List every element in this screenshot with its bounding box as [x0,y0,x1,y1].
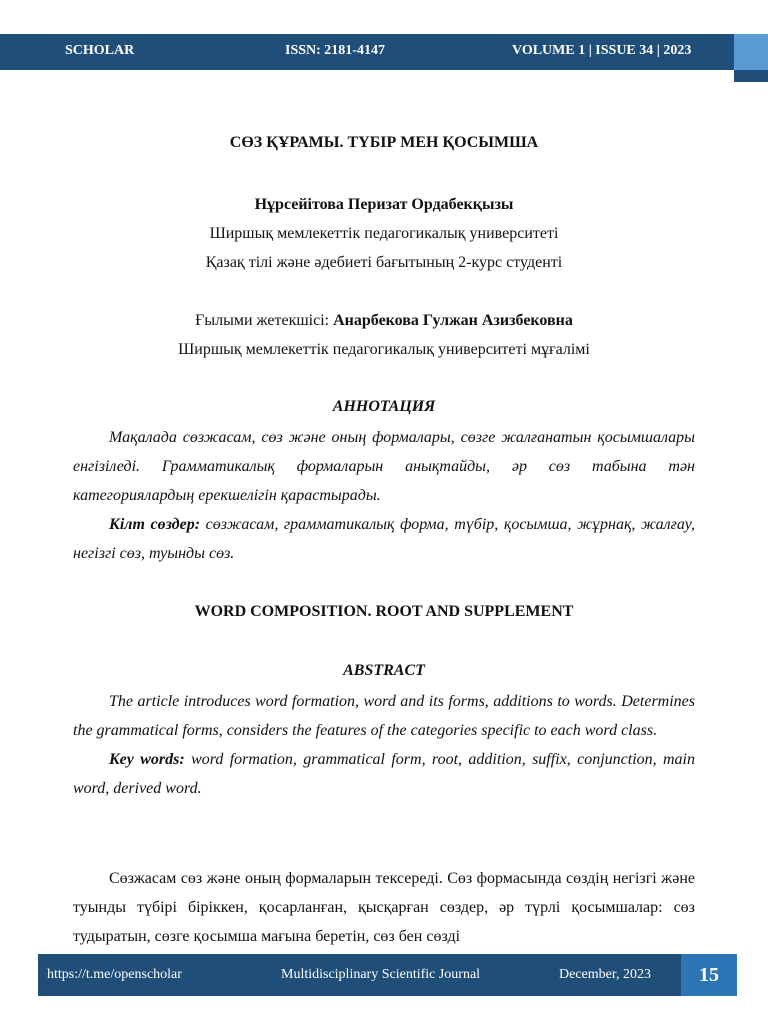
article-title-kz: СӨЗ ҚҰРАМЫ. ТҮБІР МЕН ҚОСЫМША [229,134,539,151]
author-affiliation: Ширшық мемлекеттік педагогикалық университеті [209,225,559,242]
publication-date: December, 2023 [559,967,651,982]
annotation-keywords-list: сөзжасам, грамматикалық форма, түбір, қосымша, жұрнақ, жалғау, негізгі сөз, туынды сөз. [73,516,695,562]
advisor-label: Ғылыми жетекшісі: [195,312,334,329]
annotation-keywords [73,510,695,568]
annotation-body [73,423,695,568]
header-accent-block [734,34,768,70]
annotation-text: Мақалада сөзжасам, сөз және оның формалары, сөзге жалғанатын қосымшалары енгізіледі. Грамматикалық формаларын анықтайды, әр сөз табына тән категориялардың ерекшелігін қарастырады. [73,429,695,504]
issn: ISSN: 2181-4147 [285,43,385,58]
advisor-affiliation: Ширшық мемлекеттік педагогикалық университеті мұғалімі [178,341,590,358]
journal-type: Multidisciplinary Scientific Journal [281,967,481,982]
advisor-line [73,306,695,335]
article-title-en: WORD COMPOSITION. ROOT AND SUPPLEMENT [194,603,574,620]
abstract-keywords-list: word formation, grammatical form, root, addition, suffix, conjunction, main word, derived word. [73,751,696,797]
header-accent-strip [734,70,768,82]
telegram-link[interactable]: https://t.me/openscholar [47,967,182,982]
journal-header-bar [0,34,734,70]
abstract-body [73,687,695,803]
main-body [73,864,695,951]
advisor-name: Анарбекова Гулжан Азизбековна [333,312,573,329]
body-paragraph: Сөзжасам сөз және оның формаларын тексереді. Сөз формасында сөздің негізгі және туынды түбірі біріккен, қосарланған, қысқарған сөздер, әр түрлі қосымшалар: сөз тудыратын, сөзге қосымша мағына беретін, сөз бен сөзді [73,870,695,945]
abstract-text: The article introduces word formation, word and its forms, additions to words. Determines the grammatical forms, considers the features of the categories specific to each word class. [73,693,695,739]
journal-name: SCHOLAR [65,43,135,58]
journal-footer-bar [38,954,681,996]
volume-issue: VOLUME 1 | ISSUE 34 | 2023 [512,43,692,58]
advisor-block [73,306,695,364]
author-block [73,190,695,277]
abstract-keywords [73,745,695,803]
annotation-heading: АННОТАЦИЯ [332,398,436,415]
abstract-heading: ABSTRACT [343,662,425,679]
page-number: 15 [681,954,737,996]
author-status: Қазақ тілі және әдебиеті бағытының 2-курс студенті [205,254,563,271]
author-name: Нұрсейітова Перизат Ордабекқызы [254,196,514,213]
annotation-keywords-label: Кілт сөздер: [109,516,201,533]
abstract-keywords-label: Key words: [109,751,185,768]
